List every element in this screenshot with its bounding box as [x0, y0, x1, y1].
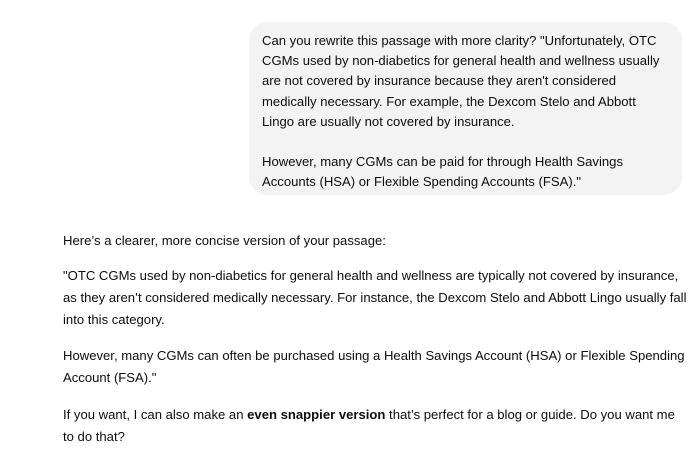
user-message-paragraph-1: Can you rewrite this passage with more clarity? "Unfortunately, OTC CGMs used by non-diabetics for general health and wellness usually are not covered by insurance because they aren't considered medically necessary. For example, the Dexcom Stelo and Abbott Lingo are usually not covered by insurance. [262, 33, 660, 129]
assistant-closing [63, 404, 688, 448]
assistant-quote-paragraph-2: However, many CGMs can often be purchased using a Health Savings Account (HSA) or Flexible Spending Account (FSA)." [63, 348, 685, 385]
user-message-bubble [249, 22, 682, 195]
assistant-message [63, 230, 688, 448]
assistant-quote-paragraph-1: "OTC CGMs used by non-diabetics for general health and wellness are typically not covered by insurance, as they aren’t considered medically necessary. For instance, the Dexcom Stelo and Abbott Lingo usually fall into this category. [63, 268, 687, 327]
assistant-closing-prefix: If you want, I can also make an [63, 407, 248, 422]
user-message-paragraph-2: However, many CGMs can be paid for through Health Savings Accounts (HSA) or Flexible Spending Accounts (FSA)." [262, 154, 623, 190]
assistant-closing-bold: even snappier version [247, 407, 386, 422]
assistant-intro: Here’s a clearer, more concise version of your passage: [63, 233, 386, 248]
assistant-closing-suffix: that’s perfect for a blog or guide. Do you want me to do that? [63, 407, 675, 444]
